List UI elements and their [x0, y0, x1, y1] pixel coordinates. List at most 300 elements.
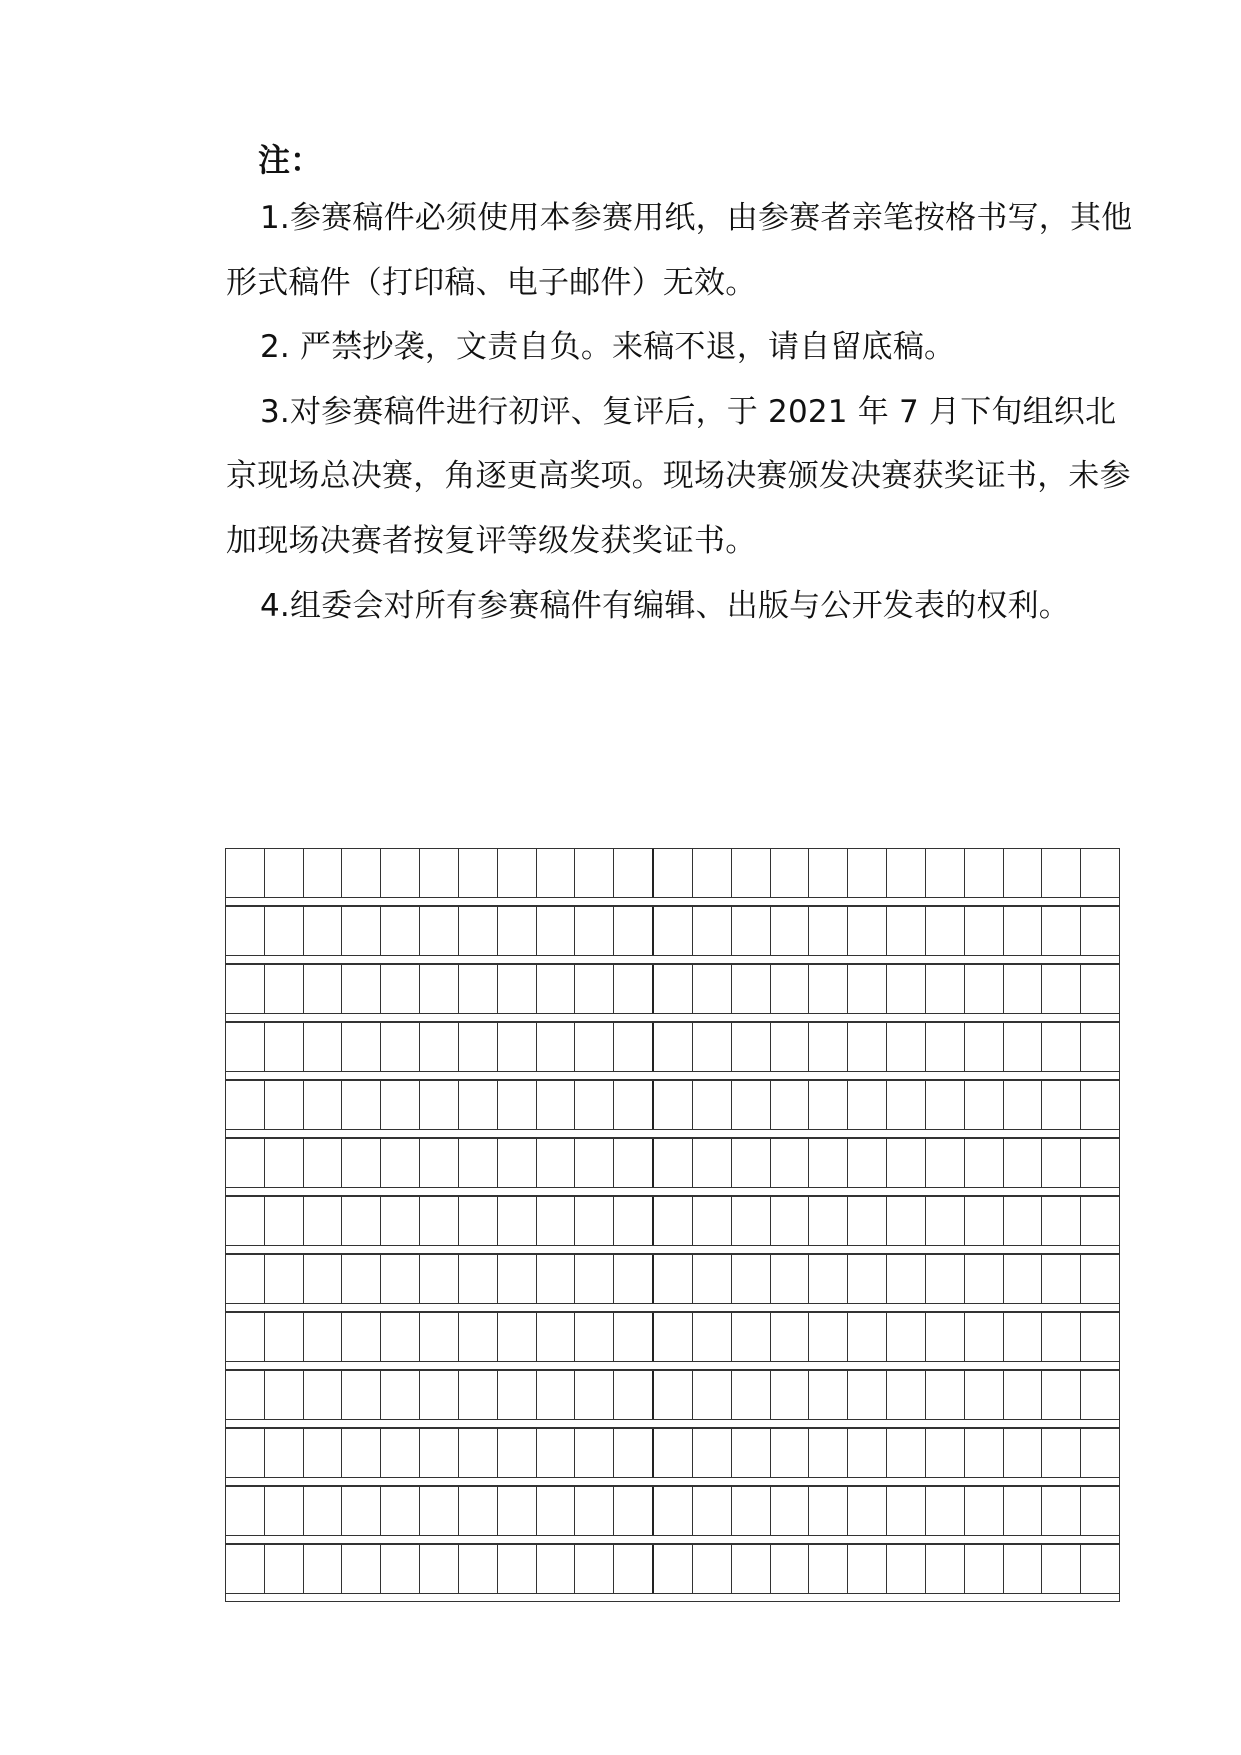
grid-cell: [654, 1139, 693, 1187]
grid-cell: [926, 1313, 965, 1361]
grid-cell: [771, 1197, 810, 1245]
grid-cell: [420, 965, 459, 1013]
grid-cell: [342, 1429, 381, 1477]
grid-cell: [575, 1371, 614, 1419]
grid-cell: [342, 1255, 381, 1303]
note-3: 3.对参赛稿件进行初评、复评后，于 2021 年 7 月下旬组织北京现场总决赛，角逐更高奖项。现场决赛颁发决赛获奖证书，未参加现场决赛者按复评等级发获奖证书。: [226, 393, 1131, 559]
grid-cell: [1081, 1487, 1119, 1535]
grid-cell: [1042, 1429, 1081, 1477]
grid-cell: [654, 1081, 693, 1129]
grid-cell: [693, 1081, 732, 1129]
grid-cell: [965, 849, 1004, 897]
grid-cell: [342, 849, 381, 897]
grid-cell: [265, 1545, 304, 1593]
grid-cell: [732, 1081, 771, 1129]
grid-cell: [926, 1255, 965, 1303]
grid-cell: [654, 1313, 693, 1361]
grid-cell: [614, 1371, 654, 1419]
grid-cell: [575, 1545, 614, 1593]
grid-cell: [809, 1313, 848, 1361]
note-2: 2. 严禁抄袭，文责自负。来稿不退，请自留底稿。: [260, 329, 956, 366]
grid-cell: [693, 1545, 732, 1593]
grid-cell: [498, 965, 537, 1013]
grid-cell: [887, 1545, 926, 1593]
grid-cell: [732, 1487, 771, 1535]
grid-cell: [614, 1313, 654, 1361]
grid-cell: [459, 1139, 498, 1187]
grid-cell: [809, 1197, 848, 1245]
grid-cell: [1004, 1139, 1043, 1187]
grid-cell: [342, 1545, 381, 1593]
grid-cell: [459, 1371, 498, 1419]
grid-cell: [575, 1081, 614, 1129]
grid-cell: [381, 849, 420, 897]
grid-cell: [459, 1313, 498, 1361]
grid-cell: [614, 1487, 654, 1535]
row-separator: [225, 1594, 1120, 1602]
grid-cell: [771, 1545, 810, 1593]
grid-cell: [1081, 1081, 1119, 1129]
grid-cell: [381, 1197, 420, 1245]
grid-cell: [1081, 1023, 1119, 1071]
grid-cell: [498, 849, 537, 897]
grid-cell: [693, 1371, 732, 1419]
grid-cell: [1042, 1487, 1081, 1535]
grid-cell: [575, 849, 614, 897]
grid-cell: [498, 1139, 537, 1187]
grid-cell: [809, 1023, 848, 1071]
grid-cell: [1004, 1371, 1043, 1419]
grid-cell: [654, 1371, 693, 1419]
grid-cell: [614, 1139, 654, 1187]
row-separator: [225, 1362, 1120, 1370]
grid-cell: [420, 1255, 459, 1303]
grid-cell: [887, 1197, 926, 1245]
grid-row: [225, 1196, 1120, 1246]
grid-cell: [420, 1023, 459, 1071]
grid-cell: [809, 907, 848, 955]
grid-cell: [304, 907, 343, 955]
grid-cell: [265, 1081, 304, 1129]
grid-cell: [926, 1139, 965, 1187]
grid-cell: [848, 1081, 887, 1129]
grid-cell: [965, 1023, 1004, 1071]
grid-cell: [614, 965, 654, 1013]
grid-cell: [575, 965, 614, 1013]
grid-cell: [887, 1429, 926, 1477]
grid-cell: [732, 849, 771, 897]
grid-cell: [265, 1023, 304, 1071]
grid-cell: [848, 1545, 887, 1593]
grid-cell: [420, 1371, 459, 1419]
grid-cell: [926, 1197, 965, 1245]
grid-cell: [809, 1139, 848, 1187]
grid-cell: [420, 1429, 459, 1477]
grid-cell: [498, 1429, 537, 1477]
grid-cell: [926, 1371, 965, 1419]
grid-cell: [265, 907, 304, 955]
row-separator: [225, 1420, 1120, 1428]
grid-cell: [732, 907, 771, 955]
grid-cell: [771, 1081, 810, 1129]
grid-cell: [1081, 1197, 1119, 1245]
grid-cell: [381, 1313, 420, 1361]
grid-cell: [693, 1255, 732, 1303]
grid-cell: [887, 965, 926, 1013]
grid-cell: [537, 1429, 576, 1477]
grid-cell: [498, 1197, 537, 1245]
grid-cell: [771, 1023, 810, 1071]
grid-cell: [226, 1429, 265, 1477]
grid-cell: [537, 1197, 576, 1245]
grid-cell: [732, 1197, 771, 1245]
grid-cell: [1004, 849, 1043, 897]
grid-cell: [614, 907, 654, 955]
grid-cell: [381, 1429, 420, 1477]
row-separator: [225, 1246, 1120, 1254]
grid-row: [225, 1080, 1120, 1130]
grid-cell: [498, 1371, 537, 1419]
grid-cell: [265, 1371, 304, 1419]
grid-cell: [459, 1545, 498, 1593]
grid-cell: [304, 965, 343, 1013]
grid-cell: [459, 1023, 498, 1071]
grid-cell: [1042, 907, 1081, 955]
grid-cell: [304, 849, 343, 897]
writing-grid: [225, 848, 1120, 1602]
grid-cell: [226, 1197, 265, 1245]
grid-cell: [771, 1255, 810, 1303]
grid-cell: [1081, 1313, 1119, 1361]
grid-cell: [304, 1081, 343, 1129]
grid-cell: [1081, 965, 1119, 1013]
grid-cell: [537, 1023, 576, 1071]
row-separator: [225, 956, 1120, 964]
grid-cell: [771, 1429, 810, 1477]
grid-cell: [926, 907, 965, 955]
grid-cell: [537, 965, 576, 1013]
grid-cell: [809, 965, 848, 1013]
grid-cell: [381, 1081, 420, 1129]
grid-cell: [342, 907, 381, 955]
grid-cell: [654, 1197, 693, 1245]
grid-cell: [1004, 965, 1043, 1013]
grid-cell: [459, 1487, 498, 1535]
grid-cell: [226, 1371, 265, 1419]
grid-cell: [459, 1197, 498, 1245]
grid-cell: [1042, 1255, 1081, 1303]
grid-row: [225, 1428, 1120, 1478]
grid-cell: [693, 1487, 732, 1535]
grid-cell: [1042, 1197, 1081, 1245]
grid-cell: [848, 1197, 887, 1245]
grid-cell: [381, 965, 420, 1013]
grid-cell: [771, 1313, 810, 1361]
row-separator: [225, 1130, 1120, 1138]
grid-cell: [226, 1255, 265, 1303]
grid-cell: [381, 1371, 420, 1419]
grid-cell: [342, 1371, 381, 1419]
grid-cell: [1004, 1313, 1043, 1361]
grid-cell: [732, 1023, 771, 1071]
grid-cell: [848, 1313, 887, 1361]
grid-cell: [381, 1545, 420, 1593]
grid-cell: [381, 907, 420, 955]
grid-cell: [1004, 1487, 1043, 1535]
grid-cell: [732, 1255, 771, 1303]
grid-cell: [459, 907, 498, 955]
grid-cell: [848, 965, 887, 1013]
grid-cell: [342, 1197, 381, 1245]
grid-cell: [265, 1313, 304, 1361]
grid-cell: [498, 1023, 537, 1071]
grid-cell: [809, 1429, 848, 1477]
grid-cell: [614, 1429, 654, 1477]
grid-cell: [1004, 1023, 1043, 1071]
grid-cell: [1004, 907, 1043, 955]
grid-cell: [1004, 1081, 1043, 1129]
grid-cell: [342, 1313, 381, 1361]
grid-cell: [809, 849, 848, 897]
grid-cell: [1081, 1429, 1119, 1477]
grid-cell: [537, 1081, 576, 1129]
row-separator: [225, 1188, 1120, 1196]
note-1: 1.参赛稿件必须使用本参赛用纸，由参赛者亲笔按格书写，其他形式稿件（打印稿、电子邮件）无效。: [226, 200, 1133, 301]
grid-cell: [965, 907, 1004, 955]
grid-cell: [809, 1487, 848, 1535]
grid-cell: [342, 965, 381, 1013]
grid-cell: [1042, 1081, 1081, 1129]
grid-cell: [965, 1429, 1004, 1477]
row-separator: [225, 1072, 1120, 1080]
grid-cell: [420, 1487, 459, 1535]
grid-cell: [304, 1255, 343, 1303]
grid-row: [225, 1544, 1120, 1594]
grid-cell: [693, 965, 732, 1013]
grid-cell: [1004, 1545, 1043, 1593]
grid-cell: [1042, 1023, 1081, 1071]
grid-cell: [965, 1313, 1004, 1361]
grid-cell: [965, 965, 1004, 1013]
grid-cell: [226, 1081, 265, 1129]
grid-cell: [420, 907, 459, 955]
grid-cell: [1081, 849, 1119, 897]
grid-cell: [809, 1081, 848, 1129]
grid-cell: [575, 1487, 614, 1535]
grid-row: [225, 1486, 1120, 1536]
grid-cell: [575, 1429, 614, 1477]
grid-cell: [693, 1313, 732, 1361]
grid-cell: [381, 1255, 420, 1303]
grid-cell: [342, 1139, 381, 1187]
grid-cell: [965, 1139, 1004, 1187]
grid-cell: [926, 1487, 965, 1535]
grid-cell: [965, 1545, 1004, 1593]
grid-cell: [771, 1487, 810, 1535]
grid-cell: [848, 1429, 887, 1477]
grid-cell: [926, 1545, 965, 1593]
grid-cell: [381, 1023, 420, 1071]
grid-cell: [732, 1313, 771, 1361]
grid-cell: [809, 1545, 848, 1593]
grid-cell: [732, 965, 771, 1013]
grid-cell: [537, 1313, 576, 1361]
grid-cell: [381, 1487, 420, 1535]
grid-cell: [226, 1487, 265, 1535]
grid-cell: [848, 849, 887, 897]
grid-row: [225, 1022, 1120, 1072]
grid-cell: [459, 849, 498, 897]
grid-cell: [575, 1197, 614, 1245]
notes-title: 注：: [258, 141, 323, 179]
grid-cell: [926, 965, 965, 1013]
grid-cell: [965, 1255, 1004, 1303]
grid-cell: [654, 1255, 693, 1303]
grid-cell: [1004, 1197, 1043, 1245]
grid-cell: [304, 1197, 343, 1245]
grid-cell: [614, 1023, 654, 1071]
grid-cell: [693, 907, 732, 955]
grid-cell: [304, 1487, 343, 1535]
notes-list: [226, 186, 1134, 638]
grid-cell: [848, 1023, 887, 1071]
grid-row: [225, 848, 1120, 898]
row-separator: [225, 1014, 1120, 1022]
grid-cell: [537, 907, 576, 955]
row-separator: [225, 1304, 1120, 1312]
grid-cell: [693, 1139, 732, 1187]
grid-row: [225, 1254, 1120, 1304]
grid-cell: [381, 1139, 420, 1187]
grid-cell: [848, 907, 887, 955]
row-separator: [225, 1536, 1120, 1544]
grid-cell: [342, 1487, 381, 1535]
grid-cell: [498, 1487, 537, 1535]
grid-row: [225, 1370, 1120, 1420]
grid-cell: [459, 965, 498, 1013]
grid-cell: [498, 1313, 537, 1361]
row-separator: [225, 1478, 1120, 1486]
grid-cell: [265, 965, 304, 1013]
grid-cell: [304, 1429, 343, 1477]
grid-cell: [265, 1487, 304, 1535]
grid-cell: [887, 907, 926, 955]
grid-cell: [1081, 907, 1119, 955]
grid-cell: [304, 1545, 343, 1593]
grid-cell: [420, 1197, 459, 1245]
grid-cell: [693, 849, 732, 897]
grid-cell: [226, 1139, 265, 1187]
grid-cell: [848, 1371, 887, 1419]
grid-row: [225, 1138, 1120, 1188]
grid-cell: [693, 1429, 732, 1477]
grid-cell: [226, 849, 265, 897]
grid-cell: [654, 907, 693, 955]
grid-cell: [809, 1371, 848, 1419]
row-separator: [225, 898, 1120, 906]
grid-cell: [732, 1139, 771, 1187]
grid-cell: [575, 907, 614, 955]
grid-cell: [965, 1371, 1004, 1419]
grid-cell: [848, 1487, 887, 1535]
grid-cell: [498, 907, 537, 955]
grid-cell: [848, 1255, 887, 1303]
grid-cell: [304, 1313, 343, 1361]
grid-cell: [654, 1429, 693, 1477]
grid-cell: [1004, 1429, 1043, 1477]
grid-cell: [926, 1023, 965, 1071]
note-4: 4.组委会对所有参赛稿件有编辑、出版与公开发表的权利。: [260, 587, 1070, 624]
grid-cell: [887, 1313, 926, 1361]
grid-cell: [420, 1139, 459, 1187]
grid-cell: [226, 907, 265, 955]
grid-cell: [614, 849, 654, 897]
grid-cell: [1042, 1313, 1081, 1361]
grid-cell: [965, 1197, 1004, 1245]
grid-cell: [1042, 1139, 1081, 1187]
grid-cell: [654, 1487, 693, 1535]
grid-cell: [809, 1255, 848, 1303]
grid-cell: [732, 1545, 771, 1593]
grid-cell: [537, 1545, 576, 1593]
grid-cell: [693, 1197, 732, 1245]
grid-cell: [771, 1371, 810, 1419]
grid-cell: [771, 1139, 810, 1187]
grid-cell: [654, 1545, 693, 1593]
grid-cell: [614, 1197, 654, 1245]
grid-cell: [1081, 1139, 1119, 1187]
grid-cell: [771, 907, 810, 955]
grid-cell: [926, 1081, 965, 1129]
grid-cell: [887, 849, 926, 897]
grid-cell: [265, 1139, 304, 1187]
grid-row: [225, 1312, 1120, 1362]
grid-cell: [226, 1313, 265, 1361]
grid-row: [225, 964, 1120, 1014]
grid-cell: [226, 1023, 265, 1071]
grid-cell: [537, 1255, 576, 1303]
grid-cell: [614, 1255, 654, 1303]
grid-cell: [575, 1139, 614, 1187]
grid-cell: [537, 1139, 576, 1187]
grid-cell: [1042, 1371, 1081, 1419]
grid-cell: [614, 1545, 654, 1593]
grid-cell: [420, 1545, 459, 1593]
grid-cell: [537, 1371, 576, 1419]
grid-cell: [575, 1313, 614, 1361]
grid-cell: [1042, 849, 1081, 897]
grid-cell: [614, 1081, 654, 1129]
grid-cell: [226, 1545, 265, 1593]
grid-cell: [771, 849, 810, 897]
grid-cell: [887, 1139, 926, 1187]
grid-cell: [887, 1023, 926, 1071]
grid-cell: [1004, 1255, 1043, 1303]
grid-cell: [498, 1255, 537, 1303]
grid-cell: [537, 849, 576, 897]
grid-cell: [304, 1371, 343, 1419]
grid-cell: [498, 1545, 537, 1593]
grid-cell: [265, 849, 304, 897]
grid-cell: [226, 965, 265, 1013]
grid-cell: [1042, 1545, 1081, 1593]
grid-cell: [965, 1081, 1004, 1129]
grid-cell: [771, 965, 810, 1013]
grid-cell: [732, 1429, 771, 1477]
grid-cell: [265, 1255, 304, 1303]
grid-cell: [654, 1023, 693, 1071]
grid-cell: [304, 1139, 343, 1187]
